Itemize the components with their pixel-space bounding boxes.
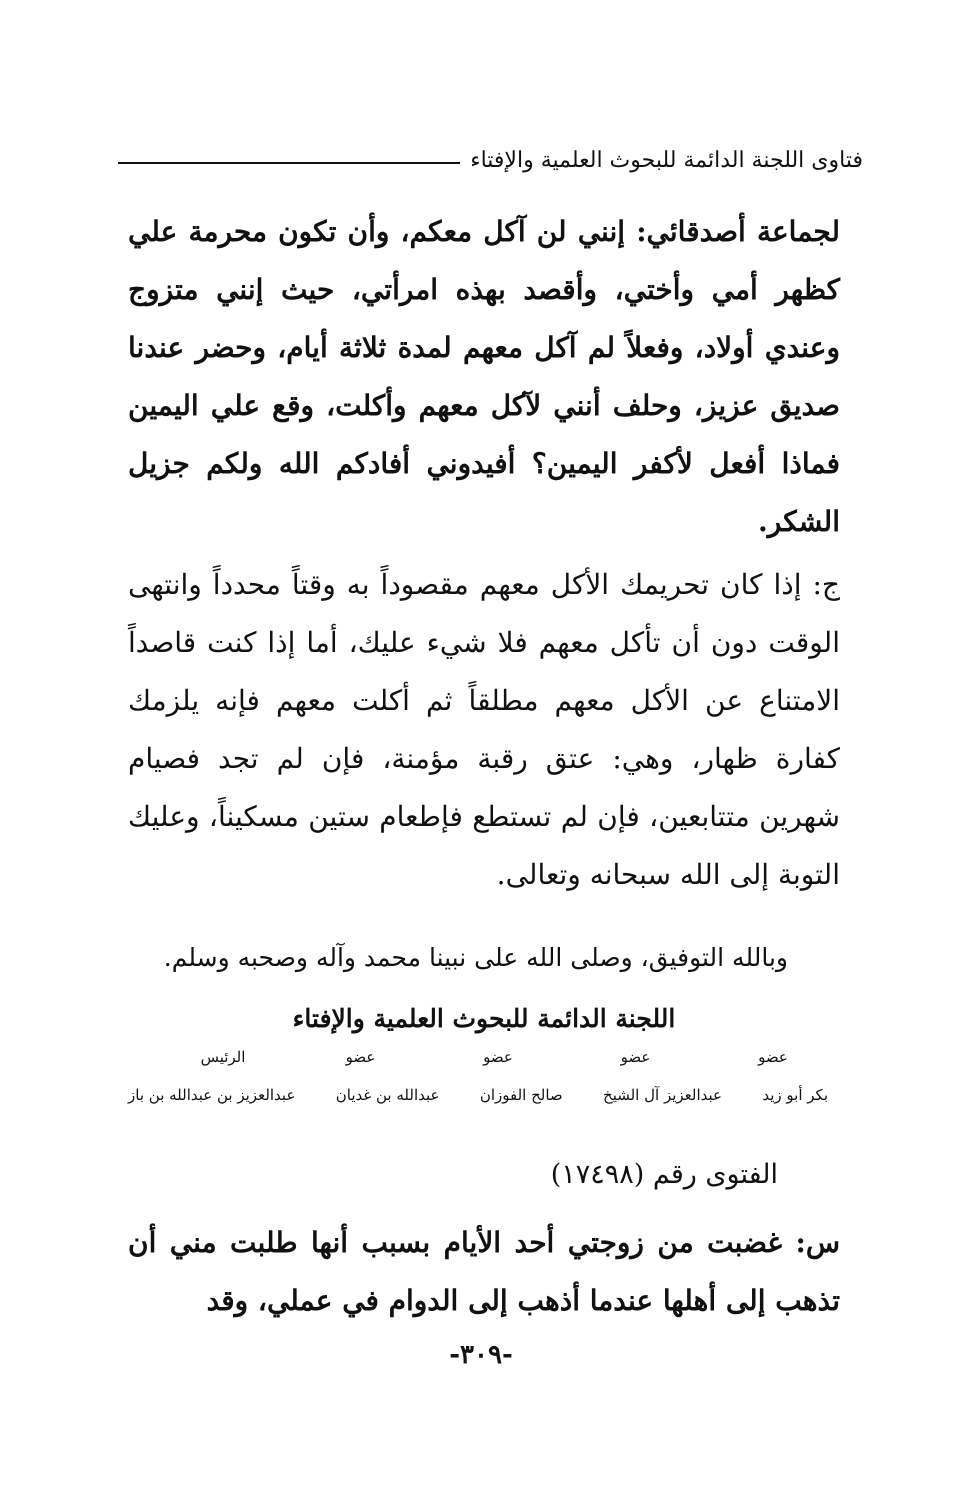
question-paragraph-2: س: غضبت من زوجتي أحد الأيام بسبب أنها طلبت مني أن تذهب إلى أهلها عندما أذهب إلى الدوام في عملي، وقد: [128, 1226, 840, 1317]
answer-paragraph: ج: إذا كان تحريمك الأكل معهم مقصوداً به وقتاً محدداً وانتهى الوقت دون أن تأكل معهم فلا شيء عليك، أما إذا كنت قاصداً الامتناع عن الأكل معهم مطلقاً ثم أكلت معهم فإنه يلزمك كفارة ظهار، وهي: عتق رقبة مؤمنة، فإن لم تجد فصيام شهرين متتابعين، فإن لم تستطع فإطعام ستين مسكيناً، وعليك التوبة إلى الله سبحانه وتعالى.: [128, 568, 840, 891]
signature-role: عضو: [345, 1048, 376, 1066]
signature-role: عضو: [620, 1048, 651, 1066]
page-number: -٣٠٩-: [449, 1340, 513, 1370]
signature-role: عضو: [483, 1048, 513, 1066]
signature-name-president: عبدالعزيز بن عبدالله بن باز: [128, 1086, 296, 1104]
signature-name: عبدالله بن غديان: [335, 1086, 440, 1104]
question-paragraph: لجماعة أصدقائي: إنني لن آكل معكم، وأن تكون محرمة علي كظهر أمي وأختي، وأقصد بهذه امرأتي، حيث إنني متزوج وعندي أولاد، وفعلاً لم آكل معهم لمدة ثلاثة أيام، وحضر عندنا صديق عزيز، وحلف أنني لآكل معهم وأكلت، وقع علي اليمين فماذا أفعل لأكفر اليمين؟ أفيدوني أفادكم الله ولكم جزيل الشكر.: [128, 215, 841, 538]
signature-name: بكر أبو زيد: [762, 1086, 828, 1104]
running-header: [118, 138, 863, 182]
closing-formula: وبالله التوفيق، وصلى الله على نبينا محمد وآله وصحبه وسلم.: [163, 943, 788, 972]
signature-roles-row: [128, 1048, 828, 1066]
signature-name: صالح الفوزان: [479, 1086, 563, 1104]
fatwa-number: الفتوى رقم (١٧٤٩٨): [550, 1159, 778, 1190]
header-title: فتاوى اللجنة الدائمة للبحوث العلمية والإفتاء: [470, 147, 863, 173]
committee-title: اللجنة الدائمة للبحوث العلمية والإفتاء: [292, 1004, 676, 1033]
signature-role: عضو: [758, 1048, 788, 1066]
header-rule: [118, 162, 460, 164]
signature-names-row: [128, 1086, 828, 1104]
signature-role-president: الرئيس: [200, 1048, 246, 1066]
signature-name: عبدالعزيز آل الشيخ: [603, 1086, 722, 1104]
